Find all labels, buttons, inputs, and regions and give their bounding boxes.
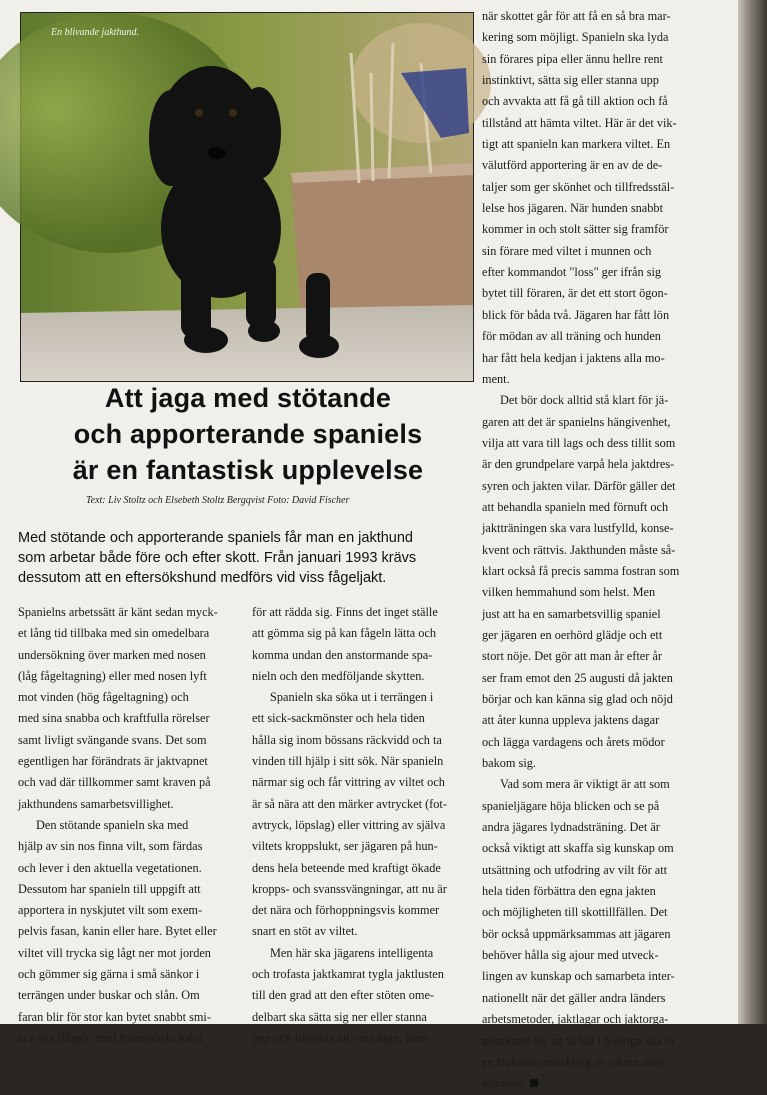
body-line: tillstånd att hämta viltet. Här är det vik- [482,115,677,130]
body-line: ser fram emot den 25 augusti då jakten [482,670,673,685]
body-line: bakom sig. [482,756,536,771]
spaniel-puppy-photo [20,12,474,382]
body-line: efter kommandot "loss" ger ifrån sig [482,265,662,280]
body-line: komma undan den anstormande spa- [252,647,433,662]
body-line: för att rädda sig. Finns det inget ställe [252,605,438,619]
body-line: behöver hålla sig ajour med utveck- [482,948,659,963]
body-line: och trofasta jaktkamrat tygla jaktlusten [252,967,444,982]
page-edge [738,0,767,1024]
body-line: mot vinden (hög fågeltagning) och [18,690,189,705]
headline [28,380,468,488]
body-line: med sina snabba och kraftfulla rörelser [18,711,210,726]
body-line: välutförd apportering är en av de de- [482,158,663,173]
body-line: och lägga vardagens och årets mödor [482,734,665,749]
body-line: sin förares pipa eller ännu hellre rent [482,51,663,66]
body-line: när skottet går för att få en så bra mar- [482,9,671,23]
body-line: är så nära att den märker avtrycket (fot- [252,796,447,811]
body-line: lelse hos jägaren. När hunden snabbt [482,201,663,216]
body-line: viltets kroppslukt, ser jägaren på hun- [252,839,438,854]
body-line: en fruktbar utveckling av jakten med [482,1054,664,1069]
body-column-middle [252,602,472,1049]
body-line: ta i väg (fågeln med framsträckt hals) [18,1030,203,1045]
body-line: och avvakta att få gå till aktion och få [482,94,668,109]
body-line: nisationer för att vi här i Sverige ska få [482,1033,674,1048]
body-line: ett sick-sackmönster och hela tiden [252,711,425,726]
body-line: också viktigt att skaffa sig kunskap om [482,841,674,856]
body-line: nationellt när det gäller andra länders [482,990,666,1005]
body-line: (låg fågeltagning) eller med nosen lyft [18,668,207,683]
body-line: närmar sig och får vittring av viltet och [252,775,445,790]
body-line: nieln och den medföljande skytten. [252,668,425,683]
lead-paragraph [18,528,473,588]
headline-line: är en fantastisk upplevelse [72,455,424,485]
body-line: vinden till hjälp i sitt sök. När spanieln [252,754,444,769]
body-line: taljer som ger skönhet och tillfredsstäl- [482,179,675,194]
body-line: vilken hemmahund som helst. Men [482,585,656,600]
body-line: ment. [482,371,510,386]
body-line: Spanieln ska söka ut i terrängen i [270,690,434,705]
body-line: kommer in och stolt sätter sig framför [482,222,669,237]
body-line: vilja att vara till lags och dess tillit som [482,435,676,450]
body-line: har fått hela kedjan i jaktens alla mo- [482,350,665,365]
body-line: et lång tid tillbaka med sin omedelbara [18,626,210,641]
body-line: egentligen har förändrats är jaktvapnet [18,754,208,769]
body-line: avtryck, löpslag) eller vittring av själva [252,817,446,832]
body-line: blick för båda två. Jägaren har fått lön [482,307,670,322]
body-line: och vad där tillkommer samt kraven på [18,775,211,790]
body-column-right [482,6,702,1095]
body-line: jaktträningen ska vara lustfylld, konse- [482,521,674,536]
body-line: är den grundpelare varpå hela jaktdres- [482,457,675,472]
body-line: Spanielns arbetssätt är känt sedan myck- [18,605,218,619]
body-line: och gömmer sig gärna i små sänkor i [18,967,200,982]
photo-caption: En blivande jakthund. [51,27,140,38]
body-line: sin förare med viltet i munnen och [482,243,652,258]
body-line: Dessutom har spanieln till uppgift att [18,881,201,896]
body-line: apportera in nyskjutet vilt som exem- [18,903,203,918]
body-line: och lever i den aktuella vegetationen. [18,860,202,875]
body-line: det nära och förhoppningsvis kommer [252,903,440,918]
body-line: stort nöje. Det gör att man år efter år [482,649,662,664]
body-line: spanieljägare höja blicken och se på [482,798,660,813]
body-line: utsättning och utfodring av vilt för att [482,862,668,877]
body-line: bör också uppmärksammas att jägaren [482,926,671,941]
body-line: faran blir för stor kan bytet snabbt smi- [18,1009,211,1024]
headline-line: och apporterande spaniels [73,419,423,449]
body-line: för mödan av all träning och hunden [482,329,661,344]
body-line: arbetsmetoder, jaktlagar och jaktorga- [482,1012,669,1027]
body-line: att behandla spanieln med förnuft och [482,499,669,514]
body-line: garen att det är spanielns hängivenhet, [482,414,671,429]
body-line: Den stötande spanieln ska med [36,817,189,832]
end-of-article-mark [530,1079,538,1087]
body-line: hjälp av sin nos finna vilt, som färdas [18,839,203,854]
body-line: dens hela beteende med kraftigt ökade [252,860,441,875]
byline-credit: Text: Liv Stoltz och Elsebeth Stoltz Bergqvist Foto: David Fischer [86,495,350,506]
body-line: instinktivt, sätta sig eller stanna upp [482,73,659,88]
body-line: pelvis fasan, kanin eller hare. Bytet eller [18,924,217,939]
body-line: andra jägares lydnadsträning. Det är [482,820,660,835]
body-line: kvent och rättvis. Jakthunden måste så- [482,542,676,557]
body-line: terrängen under buskar och slån. Om [18,988,200,1003]
body-line: och möjligheten till skottillfällen. Det [482,905,668,920]
headline-line: Att jaga med stötande [104,383,392,413]
body-line: samt livligt svängande svans. Det som [18,732,207,747]
body-line: att gömma sig på kan fågeln lätta och [252,626,437,641]
body-line: viltet vill trycka sig lågt ner mot jorden [18,945,211,960]
body-line: upp och fortsätta att vara lugn, även [252,1030,429,1045]
lead-line: som arbetar både före och efter skott. Från januari 1993 krävs [18,550,417,566]
body-line: klart också få precis samma fostran som [482,563,680,578]
body-line: till den grad att den efter stöten ome- [252,988,434,1003]
body-line: just att ha en samarbetsvillig spaniel [482,606,661,621]
body-line: hålla sig inom bössans räckvidd och ta [252,732,442,747]
body-line: ger jägaren en oerhörd glädje och ett [482,627,663,642]
body-line: kering som möjligt. Spanieln ska lyda [482,30,669,45]
body-line: bytet till föraren, är det ett stort ögon- [482,286,668,301]
body-line: börjar och kan känna sig glad och nöjd [482,692,673,706]
body-line: Vad som mera är viktigt är att som [500,777,670,792]
body-line: syren och jakten vilar. Därför gäller det [482,478,676,493]
body-line: snart en stöt av viltet. [252,924,358,939]
body-line: jakthundens samarbetsvillighet. [18,796,174,811]
body-line: kropps- och svanssvängningar, att nu är [252,881,447,896]
body-line: undersökning över marken med nosen [18,647,206,662]
lead-line: Med stötande och apporterande spaniels får man en jakthund [18,530,413,546]
body-line: lingen av kunskap och samarbeta inter- [482,969,675,984]
body-line: att åter kunna uppleva jaktens dagar [482,713,660,728]
lead-line: dessutom att en eftersökshund medförs vid viss fågeljakt. [18,570,387,586]
body-line: delbart ska sätta sig ner eller stanna [252,1009,427,1024]
body-column-left [18,602,243,1049]
body-line: tigt att spanieln kan markera viltet. En [482,137,671,152]
body-line: Men här ska jägarens intelligenta [270,945,434,960]
body-line: spaniels. [482,1073,702,1094]
body-line: hela tiden förbättra den egna jakten [482,884,656,899]
body-line: Det bör dock alltid stå klart för jä- [500,393,669,408]
